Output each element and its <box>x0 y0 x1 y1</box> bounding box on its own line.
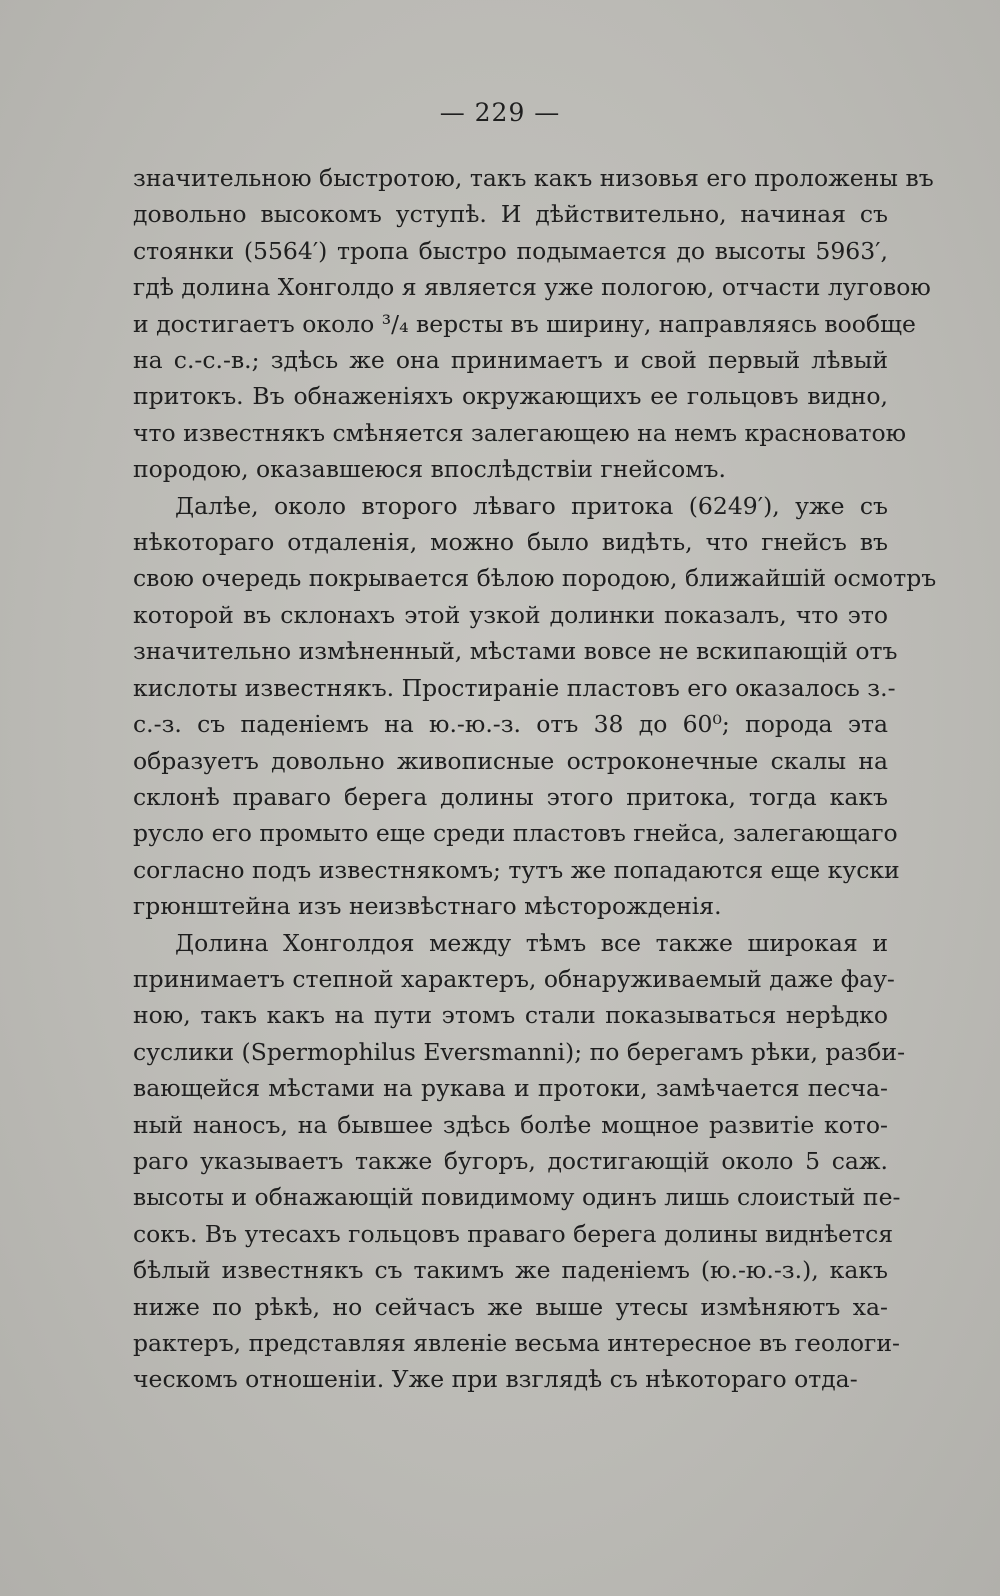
paragraph <box>133 925 906 1398</box>
paragraph <box>133 160 934 488</box>
text-line: с.-з. съ паденіемъ на ю.-ю.-з. отъ 38 до 60⁰; порода эта <box>133 710 888 739</box>
text-line: сокъ. Въ утесахъ гольцовъ праваго берега долины виднѣется <box>133 1219 894 1248</box>
text-line: Долина Хонголдоя между тѣмъ все также широкая и <box>175 928 888 957</box>
text-line: довольно высокомъ уступѣ. И дѣйствительно, начиная съ <box>133 200 888 229</box>
text-line: согласно подъ известнякомъ; тутъ же попадаются еще куски <box>133 855 900 884</box>
text-line: бѣлый известнякъ съ такимъ же паденіемъ (ю.-ю.-з.), какъ <box>133 1256 888 1285</box>
text-line: Далѣе, около второго лѣваго притока (6249′), уже съ <box>175 491 888 520</box>
text-line: грюнштейна изъ неизвѣстнаго мѣсторожденія. <box>133 892 722 921</box>
text-line: образуетъ довольно живописные остроконечные скалы на <box>133 746 888 775</box>
text-line: значительною быстротою, такъ какъ низовья его проложены въ <box>133 164 934 192</box>
text-line: и достигаетъ около ³/₄ версты въ ширину, направляясь вообще <box>133 309 916 338</box>
text-line: принимаетъ степной характеръ, обнаруживаемый даже фау- <box>133 964 895 993</box>
text-line: ческомъ отношеніи. Уже при взглядѣ съ нѣкотораго отда- <box>133 1365 858 1394</box>
text-line: ниже по рѣкѣ, но сейчасъ же выше утесы измѣняютъ ха- <box>133 1292 888 1321</box>
text-line: свою очередь покрывается бѣлою породою, ближайшій осмотръ <box>133 564 937 593</box>
text-line: породою, оказавшеюся впослѣдствіи гнейсомъ. <box>133 455 726 484</box>
text-line: нѣкотораго отдаленія, можно было видѣть, что гнейсъ въ <box>133 528 888 557</box>
text-line: что известнякъ смѣняется залегающею на немъ красноватою <box>133 418 907 447</box>
text-line: склонѣ праваго берега долины этого притока, тогда какъ <box>133 782 888 811</box>
text-line: вающейся мѣстами на рукава и протоки, замѣчается песча- <box>133 1074 888 1103</box>
text-line: высоты и обнажающій повидимому одинъ лишь слоистый пе- <box>133 1183 901 1212</box>
text-line: стоянки (5564′) тропа быстро подымается до высоты 5963′, <box>133 236 888 265</box>
page-body <box>133 160 937 1398</box>
text-line: кислоты известнякъ. Простираніе пластовъ его оказалось з.- <box>133 673 896 702</box>
text-line: гдѣ долина Хонголдо я является уже пологою, отчасти луговою <box>133 273 931 302</box>
text-line: ною, такъ какъ на пути этомъ стали показываться нерѣдко <box>133 1001 888 1030</box>
text-line: значительно измѣненный, мѣстами вовсе не вскипающій отъ <box>133 637 898 666</box>
text-line: русло его промыто еще среди пластовъ гнейса, залегающаго <box>133 819 898 848</box>
text-line: притокъ. Въ обнаженіяхъ окружающихъ ее гольцовъ видно, <box>133 382 888 411</box>
paragraph <box>133 488 937 925</box>
text-line: которой въ склонахъ этой узкой долинки показалъ, что это <box>133 600 888 629</box>
text-line: ный наносъ, на бывшее здѣсь болѣе мощное развитіе кото- <box>133 1110 888 1139</box>
text-line: на с.-с.-в.; здѣсь же она принимаетъ и свой первый лѣвый <box>133 346 888 375</box>
page-number: — 229 — <box>439 98 561 127</box>
text-line: раго указываетъ также бугоръ, достигающій около 5 саж. <box>133 1146 888 1175</box>
text-line: рактеръ, представляя явленіе весьма интересное въ геологи- <box>133 1329 900 1357</box>
text-line: суслики (Spermophilus Eversmanni); по берегамъ рѣки, разби- <box>133 1037 906 1066</box>
